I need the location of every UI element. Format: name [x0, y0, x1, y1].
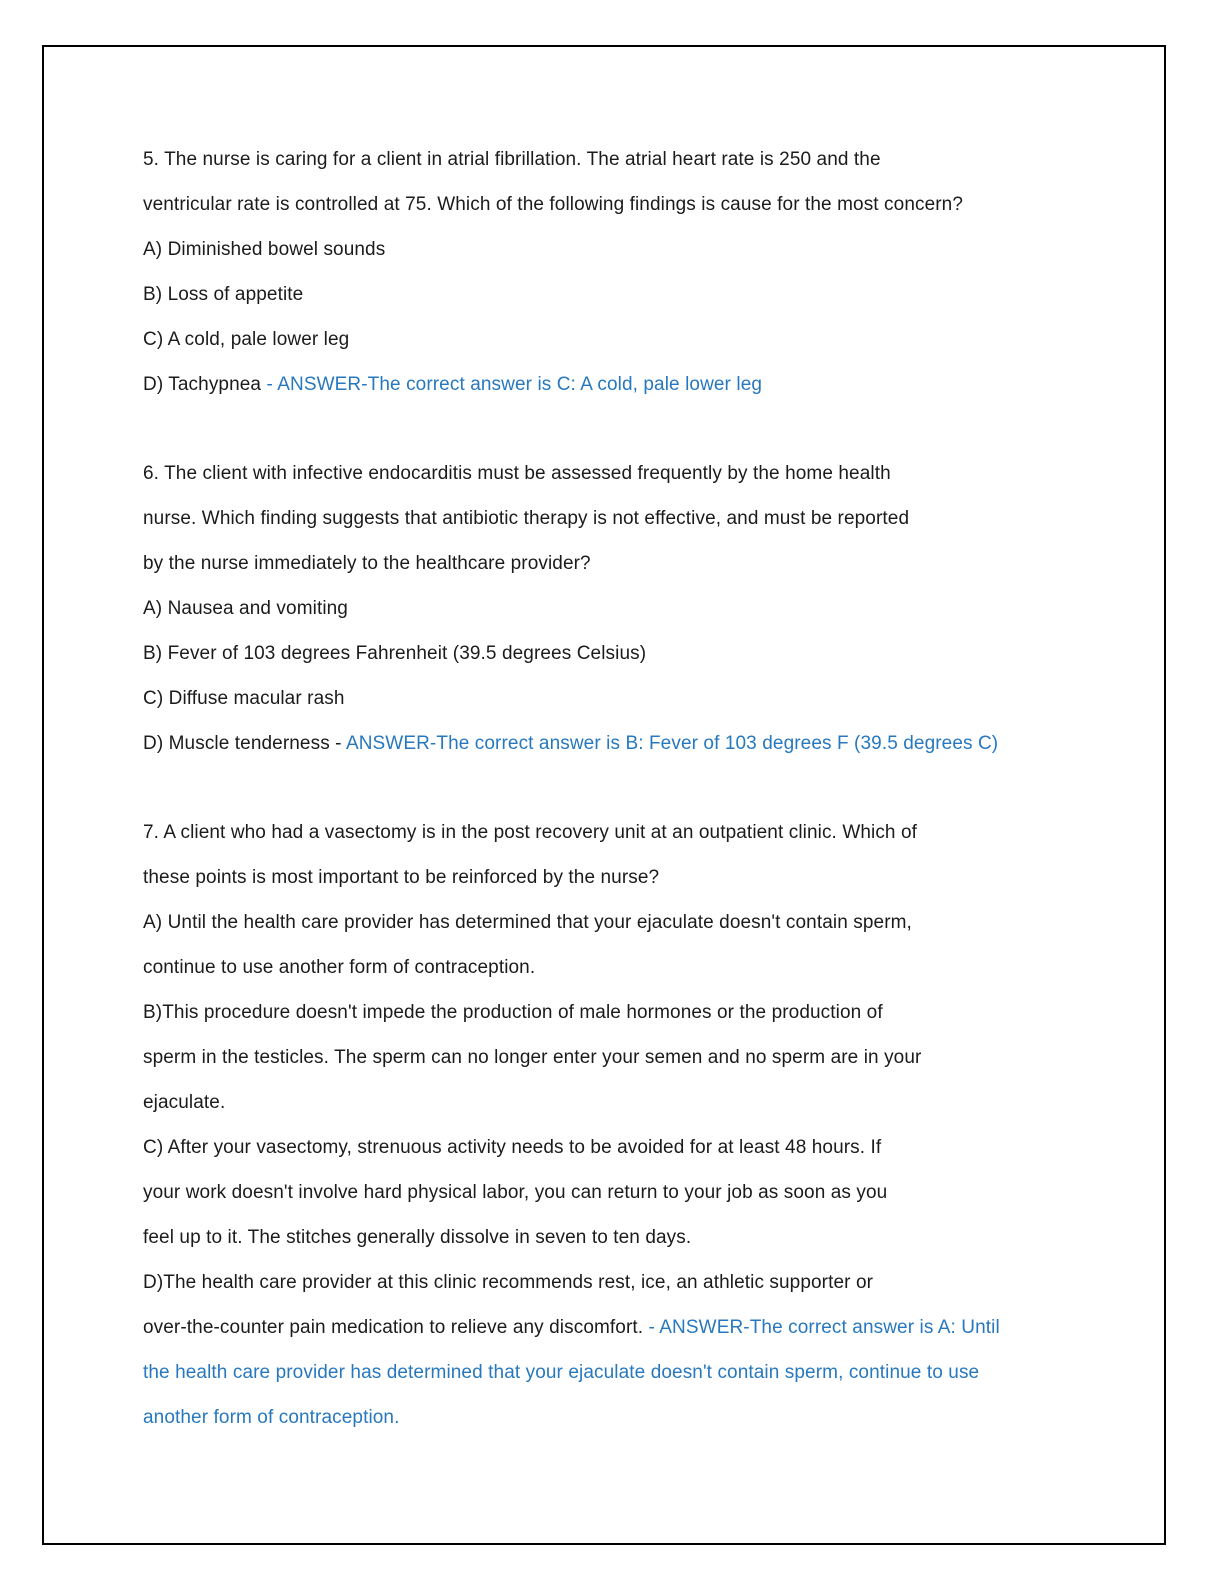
text-line	[143, 1305, 1103, 1350]
text-line	[143, 990, 1103, 1035]
text-line	[143, 1350, 1103, 1395]
question-text: ejaculate.	[143, 1092, 226, 1113]
answer-text: - ANSWER-The correct answer is C: A cold, pale lower leg	[266, 374, 763, 395]
text-line	[143, 1260, 1103, 1305]
question-text: 5. The nurse is caring for a client in atrial fibrillation. The atrial heart rate is 250 and the	[143, 149, 881, 170]
answer-text: - ANSWER-The correct answer is A: Until	[648, 1317, 1000, 1338]
text-line	[143, 676, 1103, 721]
question-text: B) Loss of appetite	[143, 284, 304, 305]
question-text: A) Nausea and vomiting	[143, 598, 348, 619]
question-text: ventricular rate is controlled at 75. Which of the following findings is cause for the most concern?	[143, 194, 964, 215]
text-line	[143, 631, 1103, 676]
text-line	[143, 900, 1103, 945]
document-content	[143, 137, 1103, 1484]
answer-text: the health care provider has determined that your ejaculate doesn't contain sperm, continue to use	[143, 1362, 980, 1383]
text-line	[143, 1215, 1103, 1260]
text-line	[143, 721, 1103, 766]
question-text: 6. The client with infective endocarditis must be assessed frequently by the home health	[143, 463, 891, 484]
question-block-6	[143, 451, 1103, 766]
question-block-5	[143, 137, 1103, 407]
text-line	[143, 1035, 1103, 1080]
question-text: C) Diffuse macular rash	[143, 688, 345, 709]
question-text: D) Muscle tenderness -	[143, 733, 346, 754]
text-line	[143, 1125, 1103, 1170]
answer-text: another form of contraception.	[143, 1407, 400, 1428]
text-line	[143, 586, 1103, 631]
text-line	[143, 1170, 1103, 1215]
text-line	[143, 182, 1103, 227]
question-text: over-the-counter pain medication to relieve any discomfort.	[143, 1317, 649, 1338]
text-line	[143, 1395, 1103, 1440]
text-line	[143, 496, 1103, 541]
question-text: B)This procedure doesn't impede the production of male hormones or the production of	[143, 1002, 883, 1023]
question-text: A) Until the health care provider has determined that your ejaculate doesn't contain sperm,	[143, 912, 912, 933]
question-text: 7. A client who had a vasectomy is in the post recovery unit at an outpatient clinic. Which of	[143, 822, 918, 843]
question-text: C) After your vasectomy, strenuous activity needs to be avoided for at least 48 hours. If	[143, 1137, 882, 1158]
question-text: continue to use another form of contraception.	[143, 957, 536, 978]
question-text: your work doesn't involve hard physical labor, you can return to your job as soon as you	[143, 1182, 888, 1203]
text-line	[143, 317, 1103, 362]
question-text: D) Tachypnea	[143, 374, 267, 395]
text-line	[143, 272, 1103, 317]
text-line	[143, 945, 1103, 990]
question-text: C) A cold, pale lower leg	[143, 329, 350, 350]
question-text: B) Fever of 103 degrees Fahrenheit (39.5 degrees Celsius)	[143, 643, 647, 664]
question-text: nurse. Which finding suggests that antibiotic therapy is not effective, and must be reported	[143, 508, 910, 529]
answer-text: ANSWER-The correct answer is B: Fever of 103 degrees F (39.5 degrees C)	[345, 733, 999, 754]
text-line	[143, 1080, 1103, 1125]
text-line	[143, 227, 1103, 272]
question-text: D)The health care provider at this clinic recommends rest, ice, an athletic supporter or	[143, 1272, 874, 1293]
question-text: feel up to it. The stitches generally dissolve in seven to ten days.	[143, 1227, 692, 1248]
text-line	[143, 810, 1103, 855]
question-block-7	[143, 810, 1103, 1440]
text-line	[143, 362, 1103, 407]
question-text: by the nurse immediately to the healthcare provider?	[143, 553, 591, 574]
text-line	[143, 541, 1103, 586]
question-text: these points is most important to be reinforced by the nurse?	[143, 867, 660, 888]
question-text: A) Diminished bowel sounds	[143, 239, 386, 260]
text-line	[143, 855, 1103, 900]
text-line	[143, 451, 1103, 496]
text-line	[143, 137, 1103, 182]
question-text: sperm in the testicles. The sperm can no longer enter your semen and no sperm are in your	[143, 1047, 922, 1068]
